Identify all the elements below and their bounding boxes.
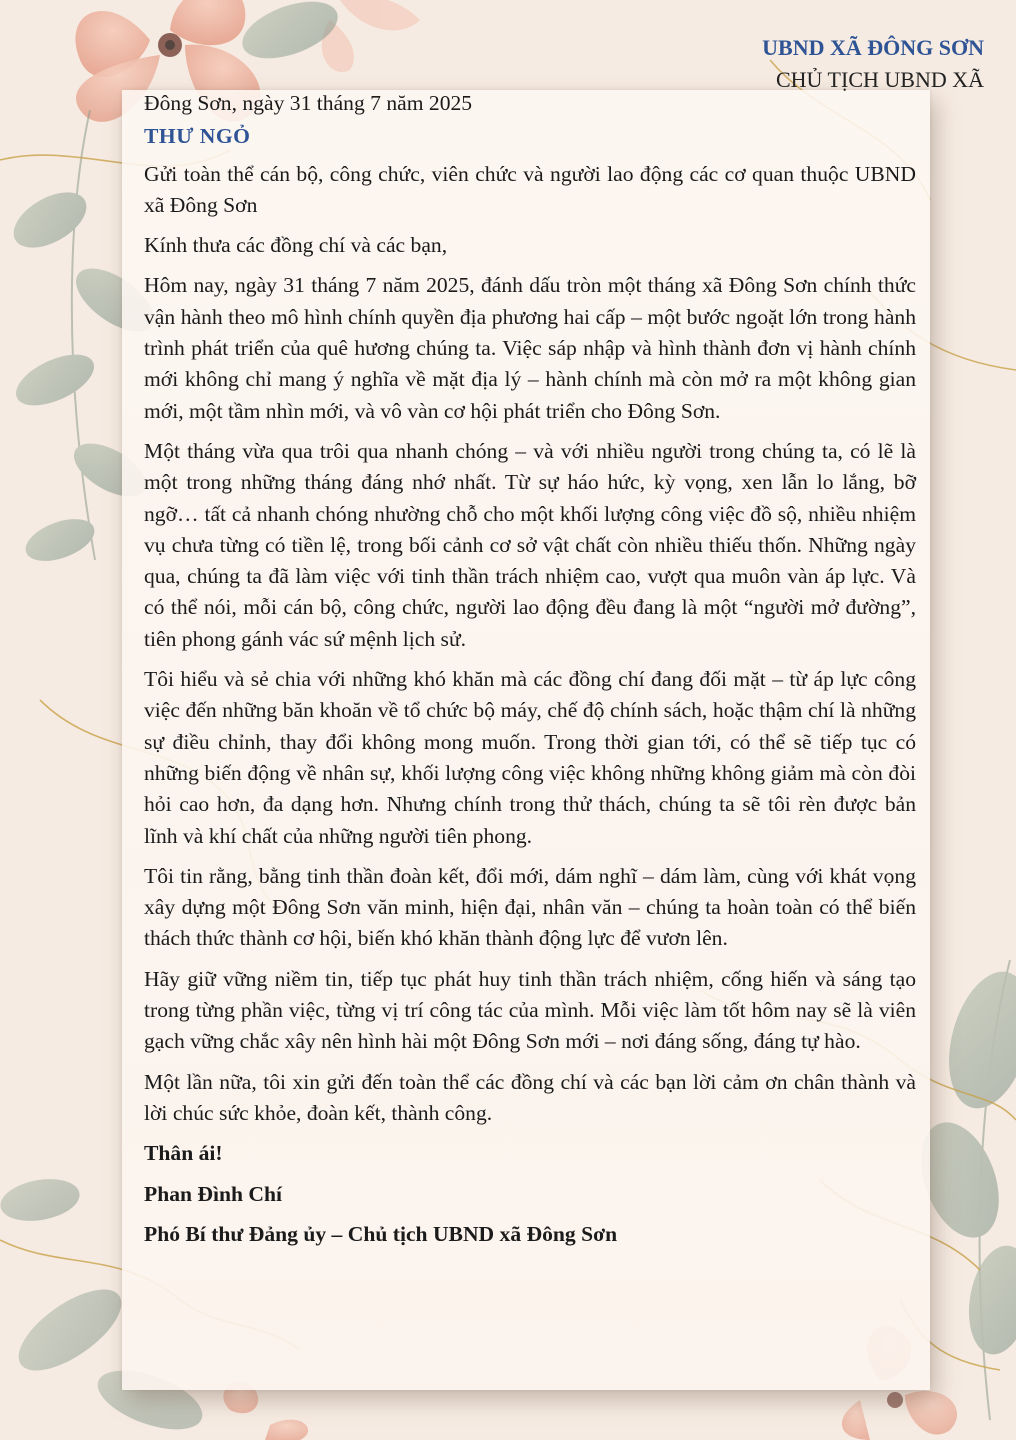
signature-block bbox=[144, 1138, 916, 1250]
signer-name: Phan Đình Chí bbox=[144, 1181, 283, 1206]
paragraph: Một lần nữa, tôi xin gửi đến toàn thể các đồng chí và các bạn lời cảm ơn chân thành và lời chúc sức khỏe, đoàn kết, thành công. bbox=[144, 1069, 916, 1125]
signer-title: Phó Bí thư Đảng ủy – Chủ tịch UBND xã Đông Sơn bbox=[144, 1221, 618, 1246]
flower-icon bbox=[322, 0, 420, 72]
paragraph: Tôi hiểu và sẻ chia với những khó khăn mà các đồng chí đang đối mặt – từ áp lực công việc đến những băn khoăn về tổ chức bộ máy, chế độ chính sách, hoặc thậm chí là những sự điều chỉnh, thay đổi không mong muốn. Trong thời gian tới, có thể sẽ tiếp tục có những biến động về nhân sự, khối lượng công việc không những không giảm mà còn đòi hỏi cao hơn, đa dạng hơn. Nhưng chính trong thử thách, chúng ta sẽ tôi rèn được bản lĩnh và khí chất của những người tiên phong. bbox=[144, 667, 916, 848]
date-line: Đông Sơn, ngày 31 tháng 7 năm 2025 bbox=[144, 91, 473, 115]
letter-body bbox=[144, 88, 916, 1259]
paragraph: Hãy giữ vững niềm tin, tiếp tục phát huy tinh thần trách nhiệm, cống hiến và sáng tạo trong từng phần việc, từng vị trí công tác của mình. Mỗi việc làm tốt hôm nay sẽ là viên gạch vững chắc xây nên hình hài một Đông Sơn mới – nơi đáng sống, đáng tự hào. bbox=[144, 966, 916, 1054]
paragraph: Một tháng vừa qua trôi qua nhanh chóng – và với nhiều người trong chúng ta, có lẽ là một trong những tháng đáng nhớ nhất. Từ sự háo hức, kỳ vọng, xen lẫn lo lắng, bỡ ngỡ… tất cả nhanh chóng nhường chỗ cho một khối lượng công việc đồ sộ, nhiều nhiệm vụ chưa từng có tiền lệ, trong bối cảnh cơ sở vật chất còn nhiều thiếu thốn. Những ngày qua, chúng ta đã làm việc với tinh thần trách nhiệm cao, vượt qua muôn vàn áp lực. Và có thể nói, mỗi cán bộ, công chức, người lao động đều đang là một “người mở đường”, tiên phong gánh vác sứ mệnh lịch sử. bbox=[144, 438, 916, 651]
closing: Thân ái! bbox=[144, 1141, 223, 1166]
recipient-line: Gửi toàn thể cán bộ, công chức, viên chức và người lao động các cơ quan thuộc UBND xã Đông Sơn bbox=[144, 161, 916, 217]
signer-role-header: CHỦ TỊCH UBND XÃ bbox=[776, 67, 984, 92]
paragraph: Tôi tin rằng, bằng tinh thần đoàn kết, đổi mới, dám nghĩ – dám làm, cùng với khát vọng xây dựng một Đông Sơn văn minh, hiện đại, nhân văn – chúng ta hoàn toàn có thể biến thách thức thành cơ hội, biến khó khăn thành động lực để vươn lên. bbox=[144, 863, 916, 951]
letter-title: THƯ NGỎ bbox=[144, 124, 251, 149]
paragraph: Hôm nay, ngày 31 tháng 7 năm 2025, đánh dấu tròn một tháng xã Đông Sơn chính thức vận hành theo mô hình chính quyền địa phương hai cấp – một bước ngoặt lớn trong hành trình phát triển của quê hương chúng ta. Việc sáp nhập và hình thành đơn vị hành chính mới không chỉ mang ý nghĩa về mặt địa lý – hành chính mà còn mở ra một không gian mới, một tầm nhìn mới, và vô vàn cơ hội phát triển cho Đông Sơn. bbox=[144, 273, 916, 423]
letterhead bbox=[762, 32, 984, 96]
organization-name: UBND XÃ ĐÔNG SƠN bbox=[762, 35, 984, 60]
salutation: Kính thưa các đồng chí và các bạn, bbox=[144, 233, 448, 258]
